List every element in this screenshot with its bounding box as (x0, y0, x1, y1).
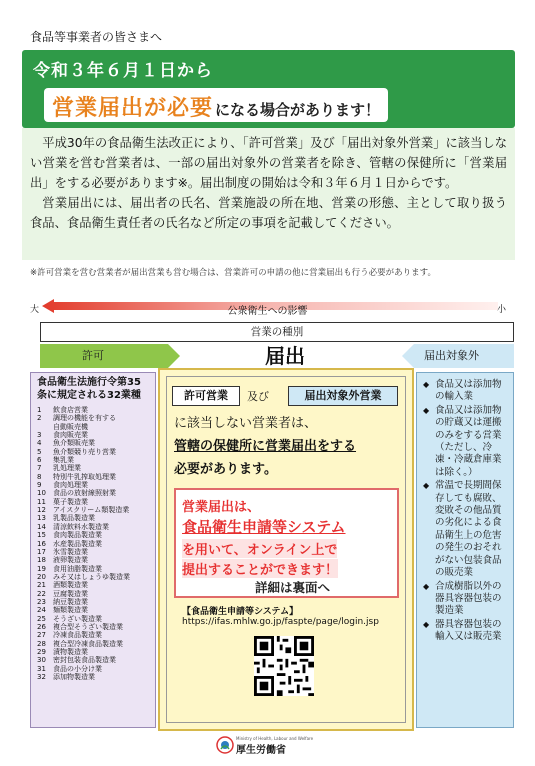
permit-industry-name: 集乳業 (53, 456, 74, 465)
permit-industry-item (37, 414, 149, 422)
permit-industry-name: 水産製品製造業 (53, 539, 102, 548)
category-exempt: 届出対象外 (424, 349, 479, 362)
permit-industry-number: 30 (37, 656, 46, 665)
permit-industry-number: 21 (37, 581, 46, 590)
permit-industry-name: 食肉販売業 (53, 431, 88, 440)
permit-industry-name: 液卵製造業 (53, 556, 88, 565)
permit-industry-number: 5 (37, 447, 42, 456)
permit-industry-name: 食用油脂製造業 (53, 564, 102, 573)
permit-industry-name: みそ又はしょうゆ製造業 (53, 572, 130, 581)
permit-industry-name: 食品の小分け業 (53, 664, 102, 673)
permit-industry-item (37, 439, 149, 447)
permit-industry-item (37, 498, 149, 506)
permit-industry-item (37, 656, 149, 664)
permit-industry-number: 29 (37, 647, 46, 656)
permit-industry-number: 16 (37, 539, 46, 548)
permit-industry-item (37, 590, 149, 598)
permit-industry-name: 納豆製造業 (53, 597, 88, 606)
exempt-industry-text: 食品又は添加物の輸入業 (435, 379, 502, 403)
permit-industry-item (37, 523, 149, 531)
permit-industry-name: 氷雪製造業 (53, 547, 88, 556)
system-label: 【食品衛生申請等システム】 (182, 607, 299, 617)
permit-industry-number: 32 (37, 673, 46, 681)
permit-industry-item (37, 565, 149, 573)
permit-industry-item (37, 581, 149, 589)
exempt-industry-item (423, 480, 509, 579)
permit-industry-item (37, 423, 149, 431)
online-text-2: 食品衛生申請等システム (182, 518, 346, 536)
permit-industry-number: 25 (37, 614, 46, 623)
category-permit: 許可 (82, 349, 104, 362)
permit-industry-number: 17 (37, 547, 46, 556)
permit-industry-item (37, 556, 149, 564)
ministry-logo-english: Ministry of Health, Labour and Welfare (236, 736, 314, 741)
permit-industry-item (37, 464, 149, 472)
permit-industry-number: 27 (37, 631, 46, 640)
permit-industry-name: 特別牛乳搾取処理業 (53, 472, 116, 481)
exempt-industry-item (423, 405, 509, 479)
diamond-bullet-icon: ◆ (423, 405, 430, 415)
permit-industry-name: 自動販売機 (53, 422, 88, 431)
permit-industry-number: 12 (37, 506, 46, 515)
exempt-industry-item (423, 581, 509, 618)
permit-industry-number: 28 (37, 639, 46, 648)
permit-industry-item (37, 606, 149, 614)
permit-industry-name: 麺類製造業 (53, 606, 88, 615)
permit-category-arrow (40, 344, 180, 368)
permit-industries-list (37, 406, 149, 681)
notification-text-2: 管轄の保健所に営業届出をする (174, 439, 357, 454)
permit-industry-number: 14 (37, 522, 46, 531)
exempt-industry-text: 食品又は添加物の貯蔵又は運搬のみをする営業（ただし、冷凍・冷蔵倉庫業は除く。） (435, 404, 502, 478)
and-label: 及び (247, 390, 269, 403)
permit-industry-name: 菓子製造業 (53, 497, 88, 506)
headline (44, 88, 388, 122)
permit-industry-number: 18 (37, 556, 46, 565)
permit-industry-item (37, 640, 149, 648)
intro-paragraph-1: 平成30年の食品衛生法改正により、「許可営業」及び「届出対象外営業」に該当しない営業を営む営業者は、一部の届出対象外の営業者を除き、管轄の保健所に「営業届出」をする必要があります※。届出制度の開始は令和３年６月１日からです。 (30, 136, 507, 190)
online-text-3: を用いて、オンライン上で (182, 539, 337, 558)
permit-industry-number: 13 (37, 514, 46, 523)
permit-industry-number: 22 (37, 589, 46, 598)
greeting: 食品等事業者の皆さまへ (30, 30, 163, 44)
permit-industry-name: 清涼飲料水製造業 (53, 522, 109, 531)
intro-paragraph-2: 営業届出には、届出者の氏名、営業施設の所在地、営業の形態、主として取り扱う食品、食品衛生責任者の氏名など所定の事項を記載してください。 (30, 196, 507, 230)
permit-industry-name: 酒類製造業 (53, 581, 88, 590)
permit-industry-item (37, 489, 149, 497)
permit-industry-number: 23 (37, 597, 46, 606)
permit-industry-name: アイスクリーム類製造業 (53, 506, 130, 515)
permit-industry-number: 31 (37, 664, 46, 673)
permit-industry-name: 複合型冷凍食品製造業 (53, 639, 123, 648)
exempt-industry-text: 合成樹脂以外の器具容器包装の製造業 (435, 580, 502, 617)
tag-exempt-business: 届出対象外営業 (288, 386, 398, 406)
permit-industry-number (37, 423, 53, 431)
diamond-bullet-icon: ◆ (423, 380, 430, 389)
qr-code-icon[interactable] (254, 636, 314, 696)
permit-industry-name: 漬物製造業 (53, 647, 88, 656)
permit-industries-panel (30, 372, 156, 728)
permit-industry-item (37, 573, 149, 581)
permit-industry-number: 24 (37, 606, 46, 615)
ministry-logo-text: 厚生労働省 (236, 745, 286, 756)
permit-industry-item (37, 615, 149, 623)
permit-industry-number: 4 (37, 439, 42, 448)
exempt-industries-panel (416, 372, 514, 728)
exempt-industries-list (423, 379, 509, 644)
permit-industry-number: 6 (37, 456, 42, 465)
permit-industry-number: 19 (37, 564, 46, 573)
notification-text-3: 必要があります。 (174, 462, 277, 477)
see-back-label: 詳細は裏面へ (255, 580, 331, 595)
permit-industry-item (37, 448, 149, 456)
exempt-industry-item (423, 619, 509, 644)
permit-industry-number: 11 (37, 497, 46, 506)
permit-industry-name: 飲食店営業 (53, 406, 88, 414)
permit-industry-name: 添加物製造業 (53, 673, 95, 681)
permit-industry-item (37, 673, 149, 681)
permit-industry-name: 豆腐製造業 (53, 589, 88, 598)
permit-industry-number: 8 (37, 472, 42, 481)
permit-industry-name: 食品の放射線照射業 (53, 489, 116, 498)
permit-industry-item (37, 473, 149, 481)
exempt-industry-item (423, 379, 509, 404)
footnote: ※許可営業を営む営業者が届出営業も営む場合は、営業許可の申請の他に営業届出も行う必要があります。 (30, 268, 436, 278)
system-url-link[interactable]: https://ifas.mhlw.go.jp/faspte/page/login.jsp (182, 617, 379, 627)
exempt-industry-text: 常温で長期間保存しても腐敗、変敗その他品質の劣化による食品衛生上の危害の発生のおそれがない包装食品の販売業 (435, 480, 502, 579)
permit-industry-name: 乳処理業 (53, 464, 81, 473)
permit-industry-number: 2 (37, 414, 42, 423)
permit-industry-item (37, 548, 149, 556)
permit-industry-item (37, 631, 149, 639)
permit-industry-name: 魚介類競り売り営業 (53, 447, 116, 456)
permit-industry-item (37, 598, 149, 606)
notification-text-1: に該当しない営業者は、 (174, 416, 318, 431)
online-text-1: 営業届出は、 (182, 500, 261, 515)
intro-box (22, 128, 515, 260)
permit-industry-number: 9 (37, 481, 42, 490)
permit-industry-item (37, 531, 149, 539)
business-type-header: 営業の種別 (40, 322, 514, 342)
permit-industry-item (37, 665, 149, 673)
permit-industry-name: 複合型そうざい製造業 (53, 622, 123, 631)
exempt-industry-text: 器具容器包装の輸入又は販売業 (435, 618, 502, 643)
permit-industry-number: 26 (37, 622, 46, 631)
category-notification: 届出 (265, 344, 305, 368)
headline-rest: になる場合があります！ (215, 101, 381, 119)
permit-industry-item (37, 540, 149, 548)
ministry-logo-icon (216, 736, 234, 754)
diamond-bullet-icon: ◆ (423, 481, 430, 491)
permit-industry-name: そうざい製造業 (53, 614, 102, 623)
permit-industries-title: 食品衛生法施行令第35条に規定される32業種 (37, 377, 141, 401)
headline-highlight: 営業届出が必要 (52, 96, 214, 121)
diamond-bullet-icon: ◆ (423, 581, 430, 591)
diamond-bullet-icon: ◆ (423, 619, 430, 629)
permit-industry-name: 冷凍食品製造業 (53, 631, 102, 640)
permit-industry-name: 食肉製品製造業 (53, 531, 102, 540)
online-text-4: 提出することができます！ (182, 559, 338, 578)
permit-industry-name: 調理の機能を有する (53, 414, 116, 423)
permit-industry-number: 3 (37, 431, 42, 440)
permit-industry-name: 乳製品製造業 (53, 514, 95, 523)
scale-title: 公衆衛生への影響 (227, 306, 308, 317)
tag-permit-business: 許可営業 (172, 386, 240, 406)
permit-industry-number: 1 (37, 406, 42, 414)
permit-industry-name: 密封包装食品製造業 (53, 656, 116, 665)
permit-industry-number: 7 (37, 464, 42, 473)
start-date-title: 令和３年６月１日から (33, 61, 213, 81)
permit-industry-number: 10 (37, 489, 46, 498)
permit-industry-number: 15 (37, 531, 46, 540)
permit-industry-name: 魚介類販売業 (53, 439, 95, 448)
permit-industry-name: 食肉処理業 (53, 481, 88, 490)
permit-industry-item (37, 514, 149, 522)
scale-small-label: 小 (497, 305, 507, 315)
scale-large-label: 大 (30, 305, 40, 315)
permit-industry-number: 20 (37, 572, 46, 581)
